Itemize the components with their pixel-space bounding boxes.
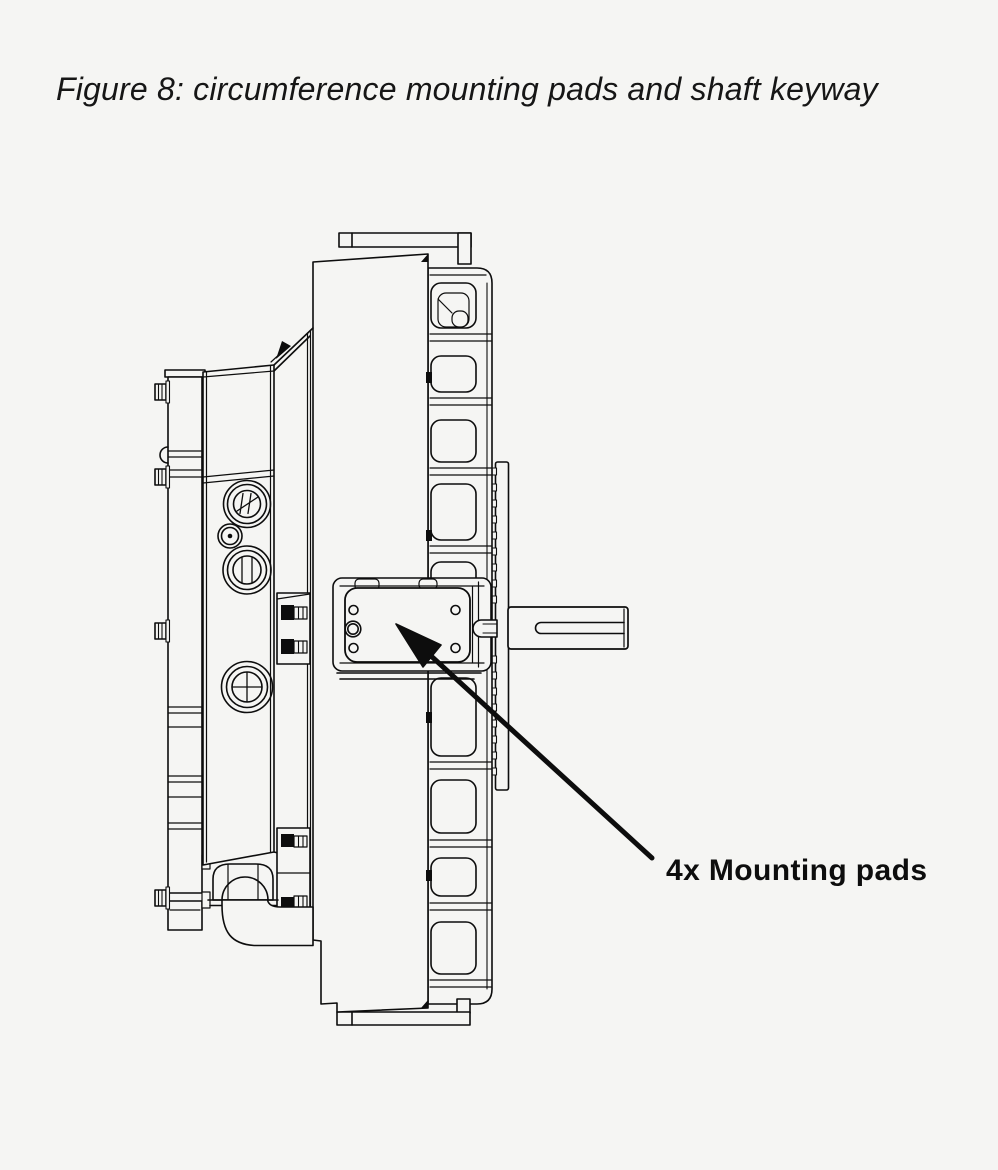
flange-bolt — [155, 887, 170, 909]
callout-label: 4x Mounting pads — [666, 854, 928, 887]
flange-bolt — [155, 466, 170, 488]
flange-bolt — [155, 620, 170, 642]
drawing-root — [155, 233, 652, 1025]
signal-connector-small — [218, 524, 242, 548]
controller-housing — [203, 365, 313, 946]
shaft-key-tab — [473, 620, 497, 637]
output-shaft — [508, 607, 628, 649]
figure-caption: Figure 8: circumference mounting pads and shaft keyway — [56, 71, 878, 107]
terminal-studs-upper — [277, 593, 310, 664]
flange-bolt — [155, 381, 170, 403]
terminal-studs-lower — [277, 828, 310, 915]
mounting-pad-assembly — [333, 578, 497, 679]
stator-back-panel — [155, 370, 210, 930]
